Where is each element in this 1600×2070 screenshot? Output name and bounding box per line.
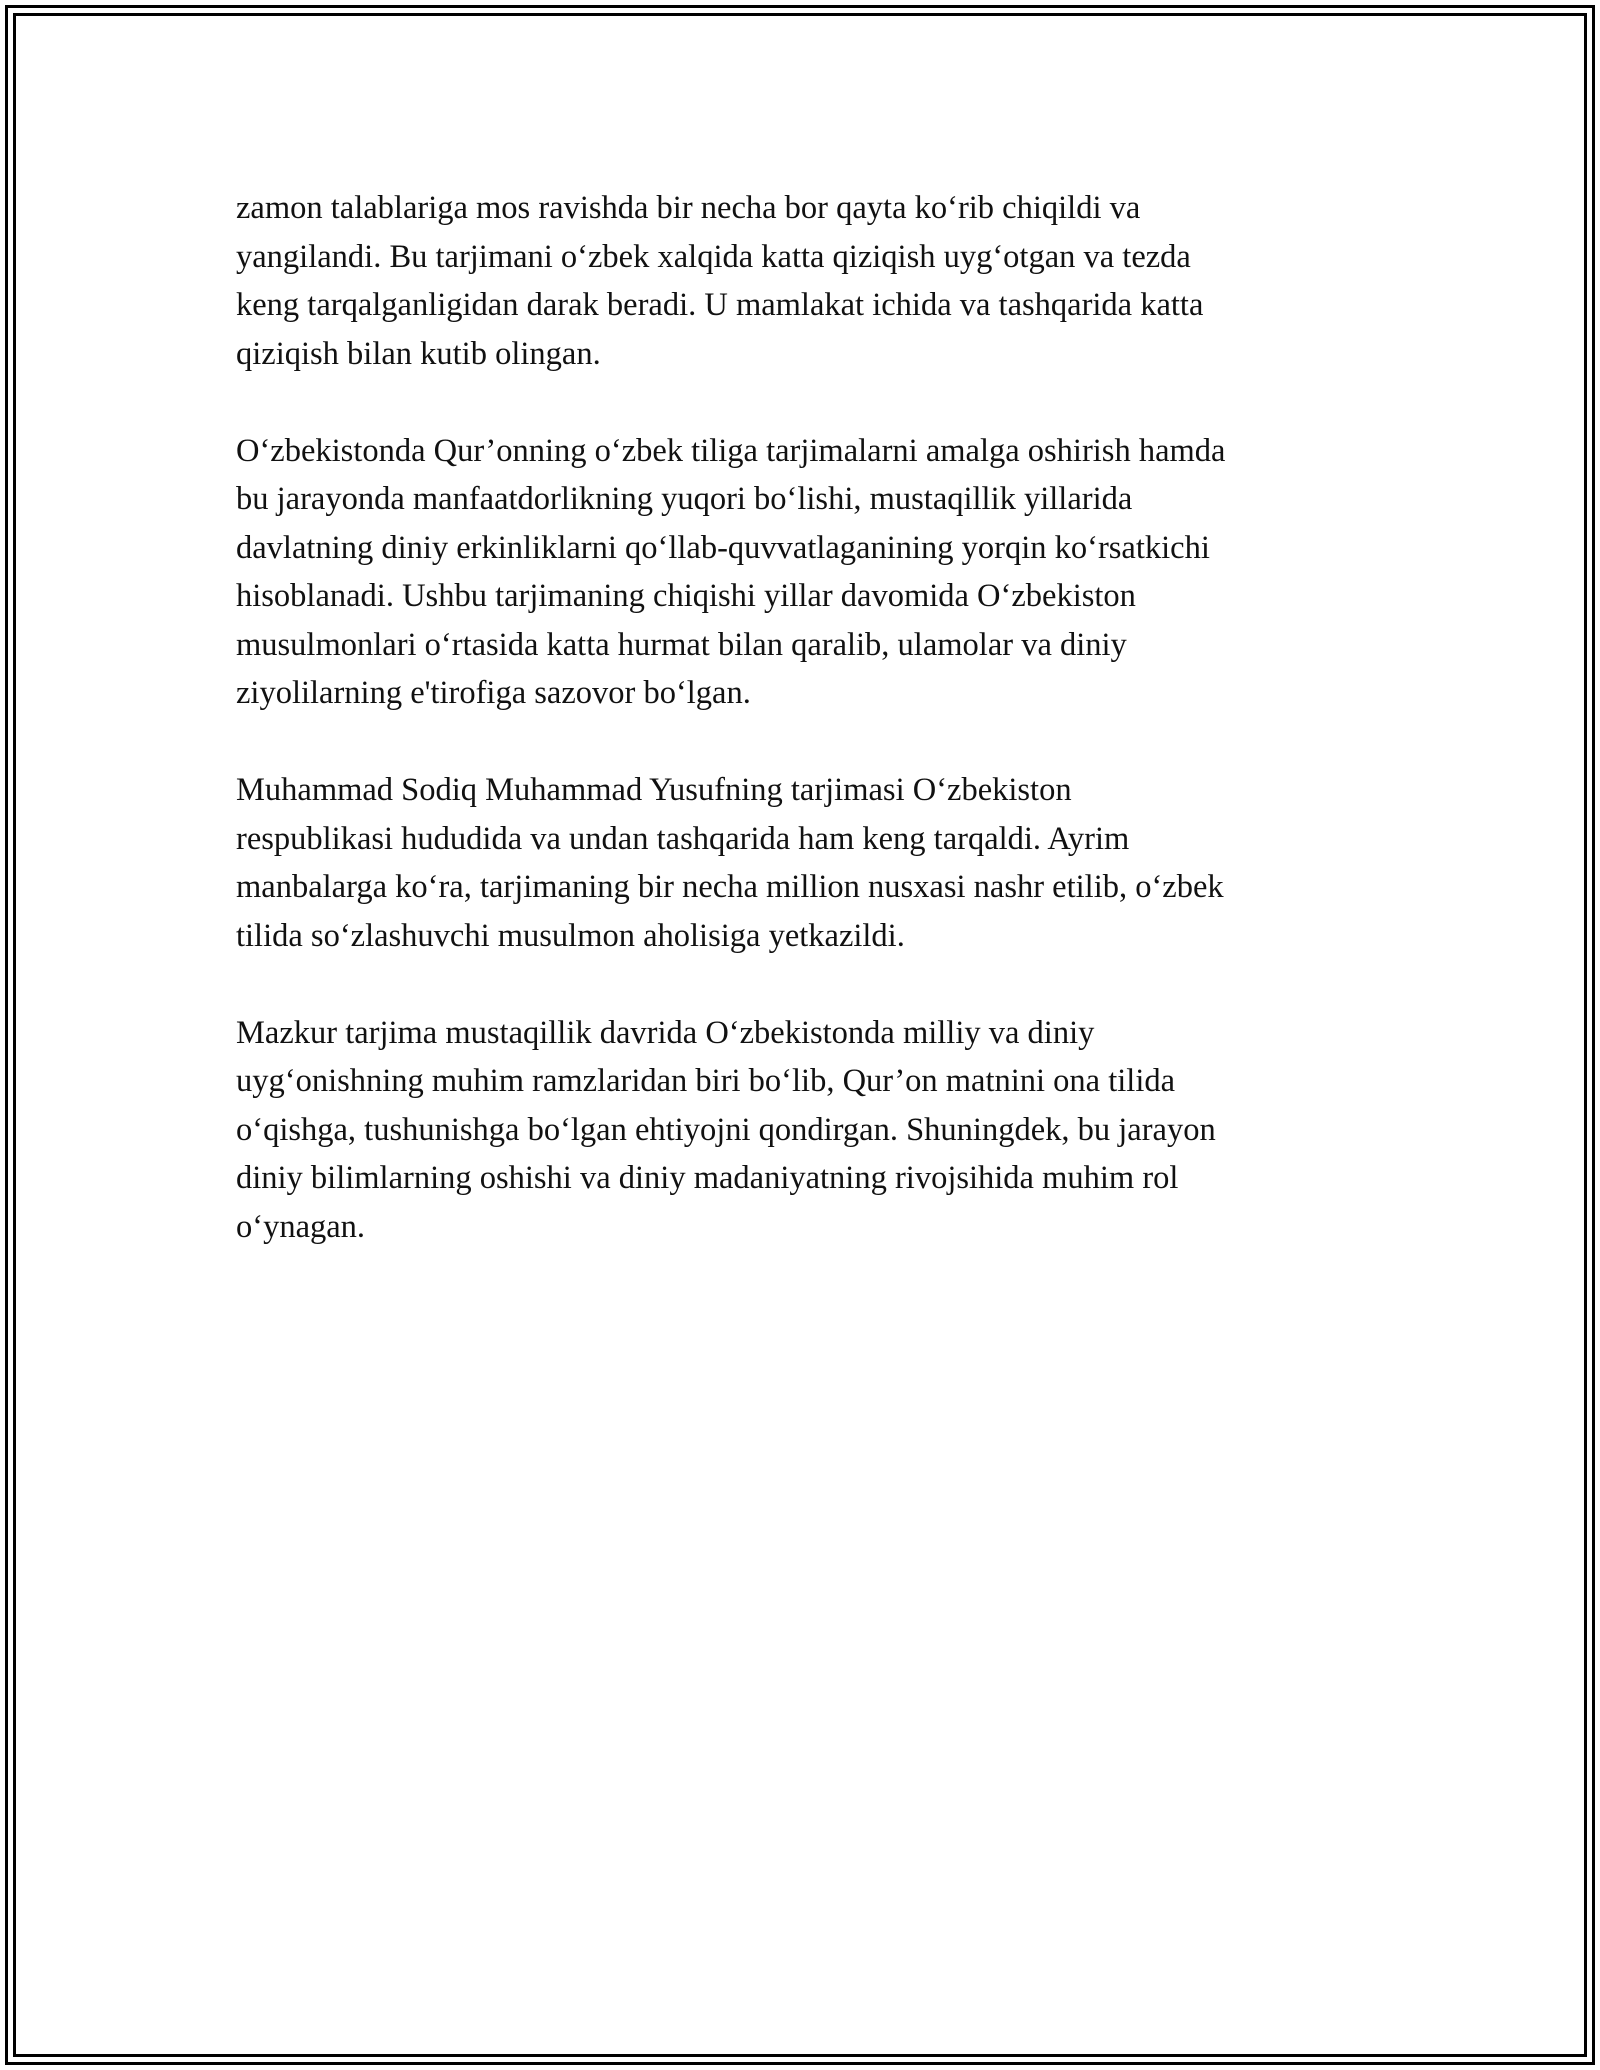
paragraph-3: Muhammad Sodiq Muhammad Yusufning tarjimasi O‘zbekiston respublikasi hududida va undan tashqarida ham keng tarqaldi. Ayrim manbalarga ko‘ra, tarjimaning bir necha million nusxasi nashr etilib, o‘zbek tilida so‘zlashuvchi musulmon aholisiga yetkazildi. (236, 772, 1224, 954)
document-body (236, 184, 1376, 1300)
paragraph-1: zamon talablariga mos ravishda bir necha bor qayta ko‘rib chiqildi va yangilandi. Bu tarjimani o‘zbek xalqida katta qiziqish uyg‘otgan va tezda keng tarqalganligidan darak beradi. U mamlakat ichida va tashqarida katta qiziqish bilan kutib olingan. (236, 190, 1204, 372)
paragraph-2: O‘zbekistonda Qur’onning o‘zbek tiliga tarjimalarni amalga oshirish hamda bu jarayonda manfaatdorlikning yuqori bo‘lishi, mustaqillik yillarida davlatning diniy erkinliklarni qo‘llab-quvvatlaganining yorqin ko‘rsatkichi hisoblanadi. Ushbu tarjimaning chiqishi yillar davomida O‘zbekiston musulmonlari o‘rtasida katta hurmat bilan qaralib, ulamolar va diniy ziyolilarning e'tirofiga sazovor bo‘lgan. (236, 432, 1226, 711)
paragraph-4: Mazkur tarjima mustaqillik davrida O‘zbekistonda milliy va diniy uyg‘onishning muhim ramzlaridan biri bo‘lib, Qur’on matnini ona tilida o‘qishga, tushunishga bo‘lgan ehtiyojni qondirgan. Shuningdek, bu jarayon diniy bilimlarning oshishi va diniy madaniyatning rivojsihida muhim rol o‘ynagan. (236, 1014, 1216, 1245)
